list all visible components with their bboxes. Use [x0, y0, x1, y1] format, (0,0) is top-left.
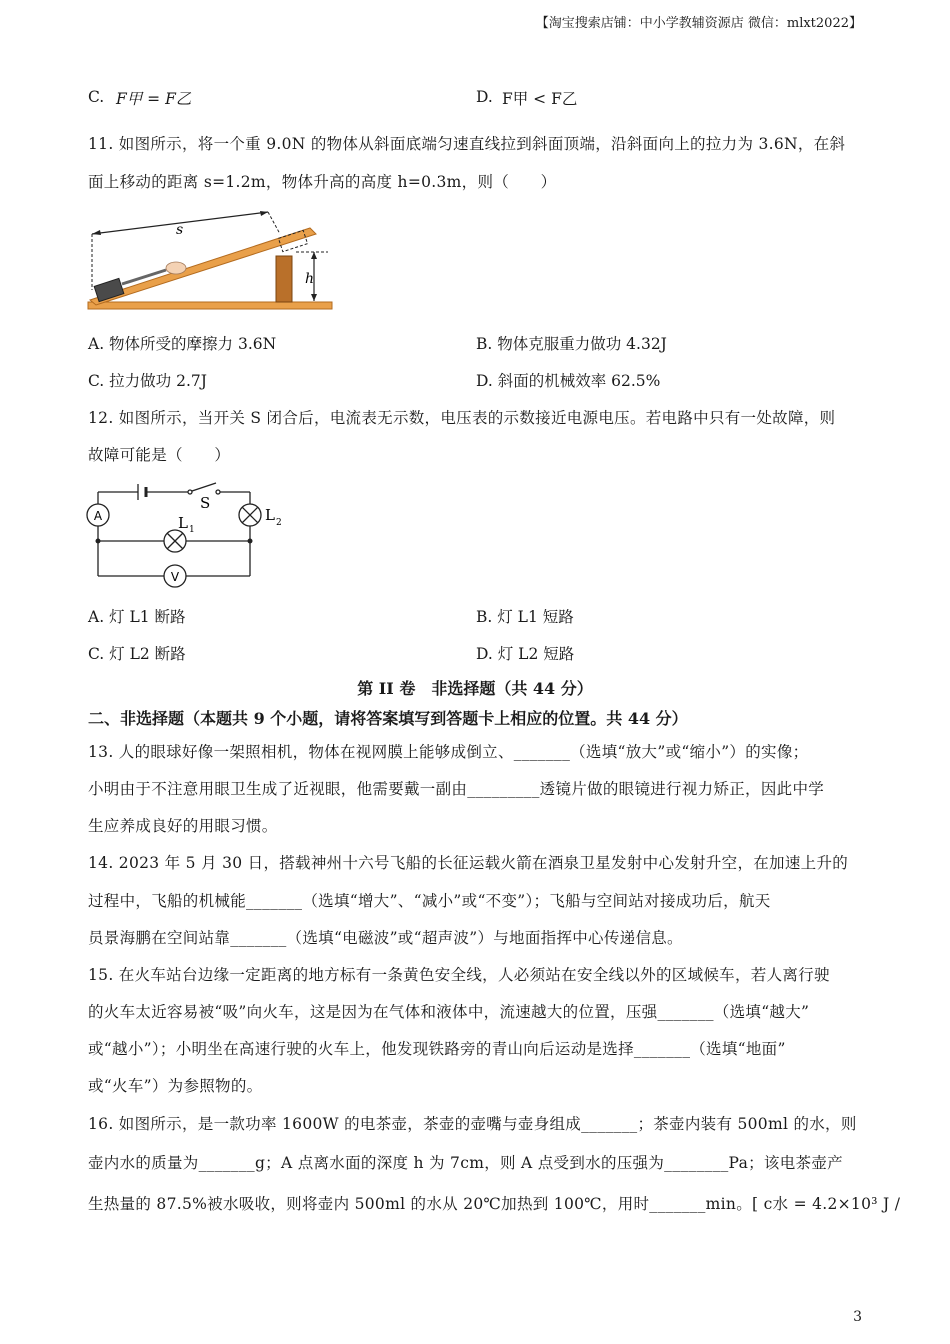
section-heading: 二、非选择题（本题共 9 个小题，请将答案填写到答题卡上相应的位置。共 44 分）	[88, 709, 688, 728]
q12-option-d: D. 灯 L2 短路	[476, 645, 575, 663]
lamp-l2-label: L	[265, 506, 275, 524]
q14-line2: 过程中，飞船的机械能_______（选填“增大”、“减小”或“不变”）；飞船与空间站对接成功后，航天	[88, 892, 771, 910]
q15-line4: 或“火车”）为参照物的。	[88, 1077, 263, 1095]
circuit-figure	[84, 474, 294, 588]
junction-left	[96, 539, 101, 544]
q13-line3: 生应养成良好的用眼习惯。	[88, 817, 278, 835]
ground-board	[88, 302, 332, 309]
h-arrow-head-bottom	[311, 294, 317, 301]
h-arrow-head-top	[311, 252, 317, 259]
q10-option-d: D.	[476, 88, 493, 106]
q10-option-c: C.	[88, 88, 105, 106]
voltmeter-label: V	[170, 570, 180, 584]
q14-line1: 14. 2023 年 5 月 30 日，搭载神州十六号飞船的长征运载火箭在酒泉卫星发射中心发射升空，在加速上升的	[88, 854, 849, 872]
s-dashed-right	[268, 212, 280, 234]
q13-line1: 13. 人的眼球好像一架照相机，物体在视网膜上能够成倒立、_______（选填“放大”或“缩小”）的实像；	[88, 743, 809, 761]
section-title: 第 II 卷 非选择题（共 44 分）	[357, 679, 593, 698]
page-header: 【淘宝搜索店铺：中小学教辅资源店 微信：mlxt2022】	[535, 16, 862, 31]
q15-line1: 15. 在火车站台边缘一定距离的地方标有一条黄色安全线，人必须站在安全线以外的区域候车，若人离行驶	[88, 966, 830, 984]
junction-right	[248, 539, 253, 544]
object-block	[94, 278, 124, 301]
q11-option-b: B. 物体克服重力做功 4.32J	[476, 335, 667, 353]
q10-option-d-expr: F甲 < F乙	[502, 90, 578, 108]
q10-option-c-expr: F甲 = F乙	[116, 90, 192, 108]
support-block	[276, 256, 292, 302]
lamp-l1-label: L	[178, 514, 188, 532]
q11-option-a: A. 物体所受的摩擦力 3.6N	[88, 335, 277, 353]
q16-line2: 壶内水的质量为_______g；A 点离水面的深度 h 为 7cm，则 A 点受到水的压强为________Pa；该电茶壶产	[88, 1154, 843, 1172]
q12-option-a: A. 灯 L1 断路	[88, 608, 186, 626]
q15-line3: 或“越小”）；小明坐在高速行驶的火车上，他发现铁路旁的青山向后运动是选择_______（选填“地面”	[88, 1040, 786, 1058]
q12-stem-line2: 故障可能是（ ）	[88, 446, 231, 464]
q11-stem-line2: 面上移动的距离 s=1.2m，物体升高的高度 h=0.3m，则（ ）	[88, 173, 557, 191]
q15-line2: 的火车太近容易被“吸”向火车，这是因为在气体和液体中，流速越大的位置，压强_______（选填“越大”	[88, 1003, 810, 1021]
q12-option-b: B. 灯 L1 短路	[476, 608, 574, 626]
q11-option-d: D. 斜面的机械效率 62.5%	[476, 372, 661, 390]
lamp-l2-subscript: 2	[276, 518, 282, 528]
s-label: s	[176, 222, 184, 238]
switch-label: S	[200, 494, 211, 512]
q14-line3: 员景海鹏在空间站靠_______（选填“电磁波”或“超声波”）与地面指挥中心传递信息。	[88, 929, 683, 947]
lamp-l1-subscript: 1	[189, 525, 195, 535]
q16-line1: 16. 如图所示，是一款功率 1600W 的电茶壶，茶壶的壶嘴与壶身组成_______；茶壶内装有 500ml 的水，则	[88, 1115, 857, 1133]
page-number: 3	[853, 1309, 862, 1325]
q11-stem-line1: 11. 如图所示，将一个重 9.0N 的物体从斜面底端匀速直线拉到斜面顶端，沿斜面向上的拉力为 3.6N，在斜	[88, 135, 846, 153]
q12-option-c: C. 灯 L2 断路	[88, 645, 186, 663]
ammeter-label: A	[93, 509, 103, 523]
hand	[166, 262, 186, 274]
q16-line3: 生热量的 87.5%被水吸收，则将壶内 500ml 的水从 20℃加热到 100℃，用时_______min。[ c水 = 4.2×10³ J /	[88, 1195, 901, 1213]
h-label: h	[305, 271, 315, 287]
q11-option-c: C. 拉力做功 2.7J	[88, 372, 207, 390]
incline-figure	[84, 204, 336, 312]
q13-line2: 小明由于不注意用眼卫生成了近视眼，他需要戴一副由_________透镜片做的眼镜进行视力矫正，因此中学	[88, 780, 825, 798]
q12-stem-line1: 12. 如图所示，当开关 S 闭合后，电流表无示数，电压表的示数接近电源电压。若电路中只有一处故障，则	[88, 409, 836, 427]
